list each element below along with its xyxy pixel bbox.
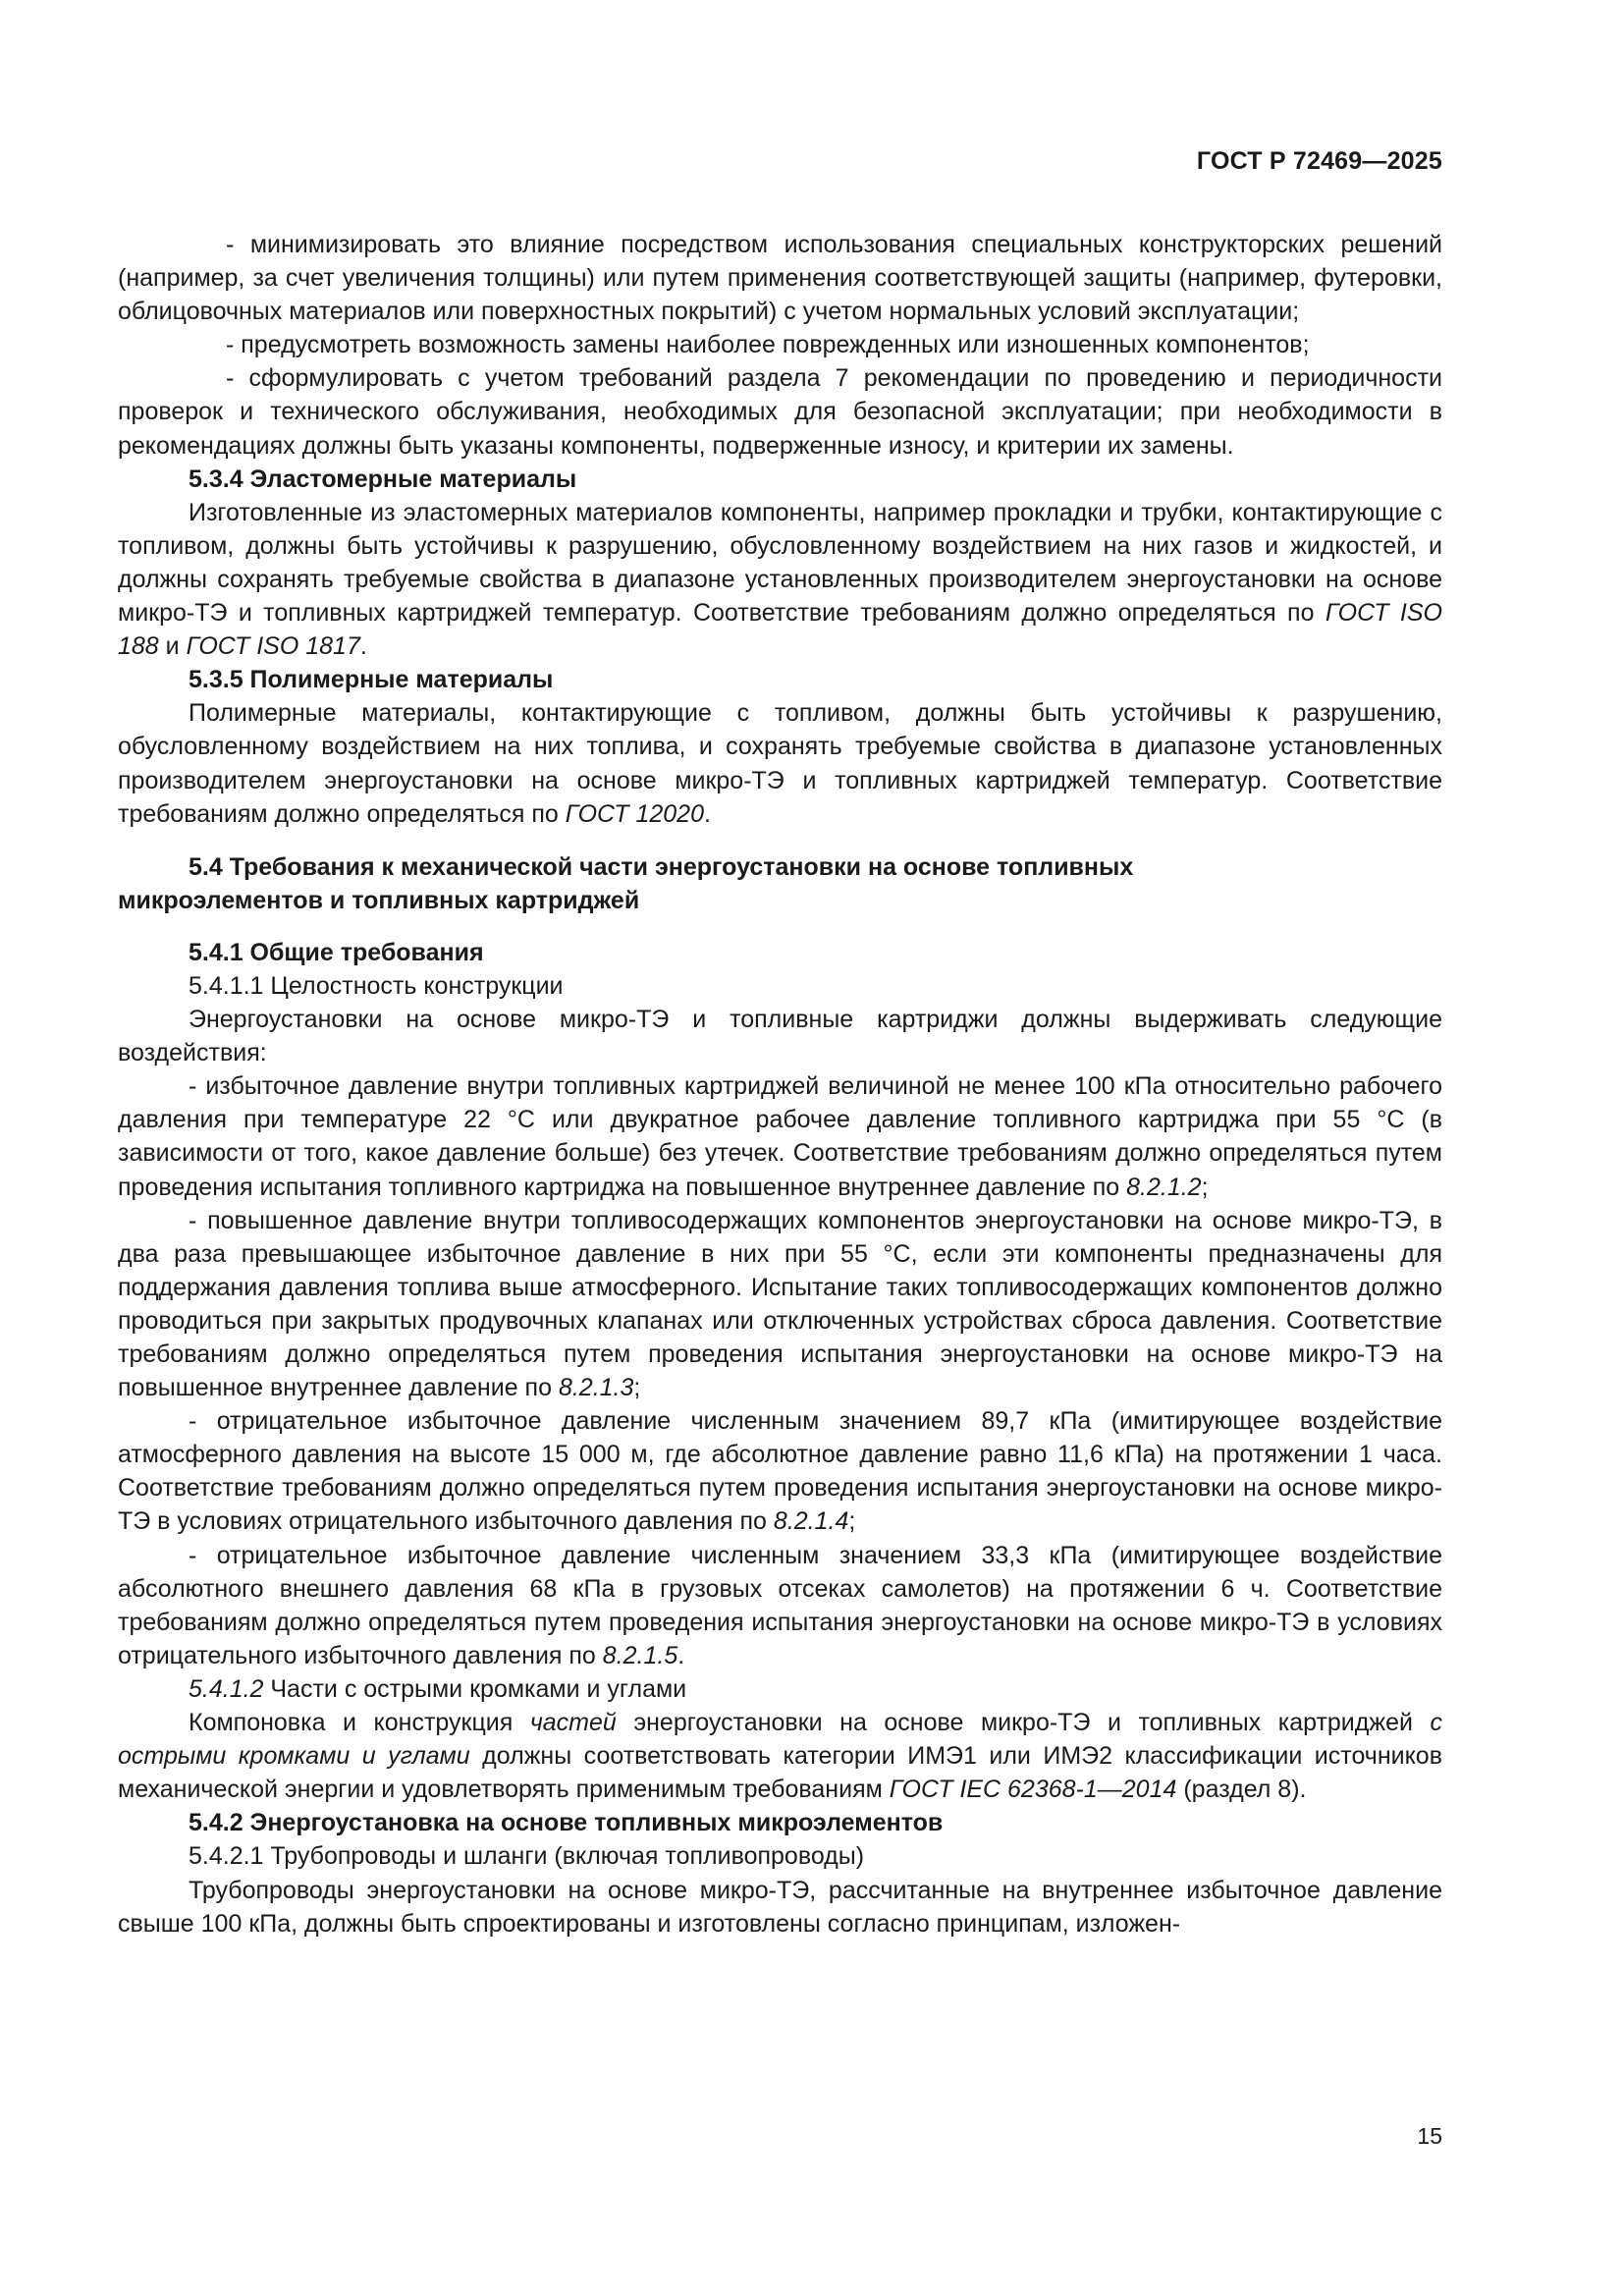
section-heading-5-4-1: 5.4.1 Общие требования — [189, 938, 484, 966]
list-item: - минимизировать это влияние посредством использования специальных конструкторских решений (например, за счет увеличения толщины) или путем применения соответствующей защиты (например, футеровки, облицовочных материалов или поверхностных покрытий) с учетом нормальных условий эксплуатации; — [118, 231, 1442, 326]
section-heading-5-4: 5.4 Требования к механической части энергоустановки на основе топливных микроэлементов и топливных картриджей — [118, 852, 1134, 914]
list-item: - сформулировать с учетом требований раздела 7 рекомендации по проведению и периодичности проверок и технического обслуживания, необходимых для безопасной эксплуатации; при необходимости в рекомендациях должны быть указаны компоненты, подверженные износу, и критерии их замены. — [118, 364, 1442, 460]
reference: ГОСТ ISO 188 — [118, 599, 1442, 661]
subsection-heading-5-4-1-2: 5.4.1.2 Части с острыми кромками и углами — [189, 1674, 687, 1703]
list-item: - повышенное давление внутри топливосодержащих компонентов энергоустановки на основе микро-ТЭ, в два раза превышающее избыточное давление в них при 55 °С, если эти компоненты предназначены для поддержания давления топлива выше атмосферного. Испытание таких топливосодержащих компонентов должно проводиться при закрытых продувочных клапанах или отключенных устройствах сброса давления. Соответствие требованиям должно определяться путем проведения испытания энергоустановки на основе микро-ТЭ на повышенное внутреннее давление по 8.2.1.3; — [118, 1206, 1442, 1402]
list-item: - предусмотреть возможность замены наиболее поврежденных или изношенных компонентов; — [226, 331, 1310, 359]
list-item: - отрицательное избыточное давление численным значением 33,3 кПа (имитирующее воздействие абсолютного внешнего давления 68 кПа в грузовых отсеках самолетов) на протяжении 6 ч. Соответствие требованиям должно определяться путем проведения испытания энергоустановки на основе микро-ТЭ в условиях отрицательного избыточного давления по 8.2.1.5. — [118, 1541, 1442, 1669]
subsection-heading-5-4-2-1: 5.4.2.1 Трубопроводы и шланги (включая топливопроводы) — [189, 1842, 865, 1871]
paragraph-5-4-1-1: Энергоустановки на основе микро-ТЭ и топливные картриджи должны выдерживать следующие воздействия: — [118, 1006, 1442, 1067]
reference: 8.2.1.3 — [558, 1374, 634, 1402]
paragraph-5-3-4: Изготовленные из эластомерных материалов компоненты, например прокладки и трубки, контактирующие с топливом, должны быть устойчивы к разрушению, обусловленному воздействием на них газов и жидкостей, и должны сохранять требуемые свойства в диапазоне установленных производителем энергоустановки на основе микро-ТЭ и топливных картриджей температур. Соответствие требованиям должно определяться по ГОСТ ISO 188 и ГОСТ ISO 1817. — [118, 498, 1442, 661]
paragraph-5-4-2-1: Трубопроводы энергоустановки на основе микро-ТЭ, рассчитанные на внутреннее избыточное давление свыше 100 кПа, должны быть спроектированы и изготовлены согласно принципам, изложен- — [118, 1876, 1442, 1938]
section-heading-5-3-4: 5.3.4 Эластомерные материалы — [189, 465, 577, 493]
reference: 8.2.1.2 — [1126, 1173, 1202, 1201]
paragraph-5-3-5: Полимерные материалы, контактирующие с топливом, должны быть устойчивы к разрушению, обусловленному воздействием на них топлива, и сохранять требуемые свойства в диапазоне установленных производителем энергоустановки на основе микро-ТЭ и топливных картриджей температур. Соответствие требованиям должно определяться по ГОСТ 12020. — [118, 699, 1442, 828]
reference: 8.2.1.5 — [602, 1641, 678, 1669]
reference: ГОСТ ISO 1817 — [186, 632, 360, 661]
page-number: 15 — [1417, 2123, 1442, 2149]
reference: ГОСТ IEC 62368-1—2014 — [889, 1776, 1177, 1804]
list-item: - отрицательное избыточное давление численным значением 89,7 кПа (имитирующее воздействие атмосферного давления на высоте 15 000 м, где абсолютное давление равно 11,6 кПа) на протяжении 1 часа. Соответствие требованиям должно определяться путем проведения испытания энергоустановки на основе микро-ТЭ в условиях отрицательного избыточного давления по 8.2.1.4; — [118, 1407, 1442, 1536]
document-header: ГОСТ Р 72469—2025 — [1196, 147, 1442, 175]
section-heading-5-3-5: 5.3.5 Полимерные материалы — [189, 666, 554, 694]
list-item: - избыточное давление внутри топливных картриджей величиной не менее 100 кПа относительно рабочего давления при температуре 22 °С или двукратное рабочее давление топливного картриджа при 55 °С (в зависимости от того, какое давление больше) без утечек. Соответствие требованиям должно определяться путем проведения испытания топливного картриджа на повышенное внутреннее давление по 8.2.1.2; — [118, 1072, 1442, 1201]
paragraph-5-4-1-2: Компоновка и конструкция частей энергоустановки на основе микро-ТЭ и топливных картриджей с острыми кромками и углами должны соответствовать категории ИМЭ1 или ИМЭ2 классификации источников механической энергии и удовлетворять применимым требованиям ГОСТ IEC 62368-1—2014 (раздел 8). — [118, 1709, 1442, 1804]
reference: 8.2.1.4 — [773, 1507, 849, 1536]
subsection-heading-5-4-1-1: 5.4.1.1 Целостность конструкции — [189, 971, 564, 1000]
page-body — [118, 228, 1442, 1941]
section-heading-5-4-2: 5.4.2 Энергоустановка на основе топливных микроэлементов — [189, 1809, 944, 1837]
reference: ГОСТ 12020 — [565, 799, 704, 828]
